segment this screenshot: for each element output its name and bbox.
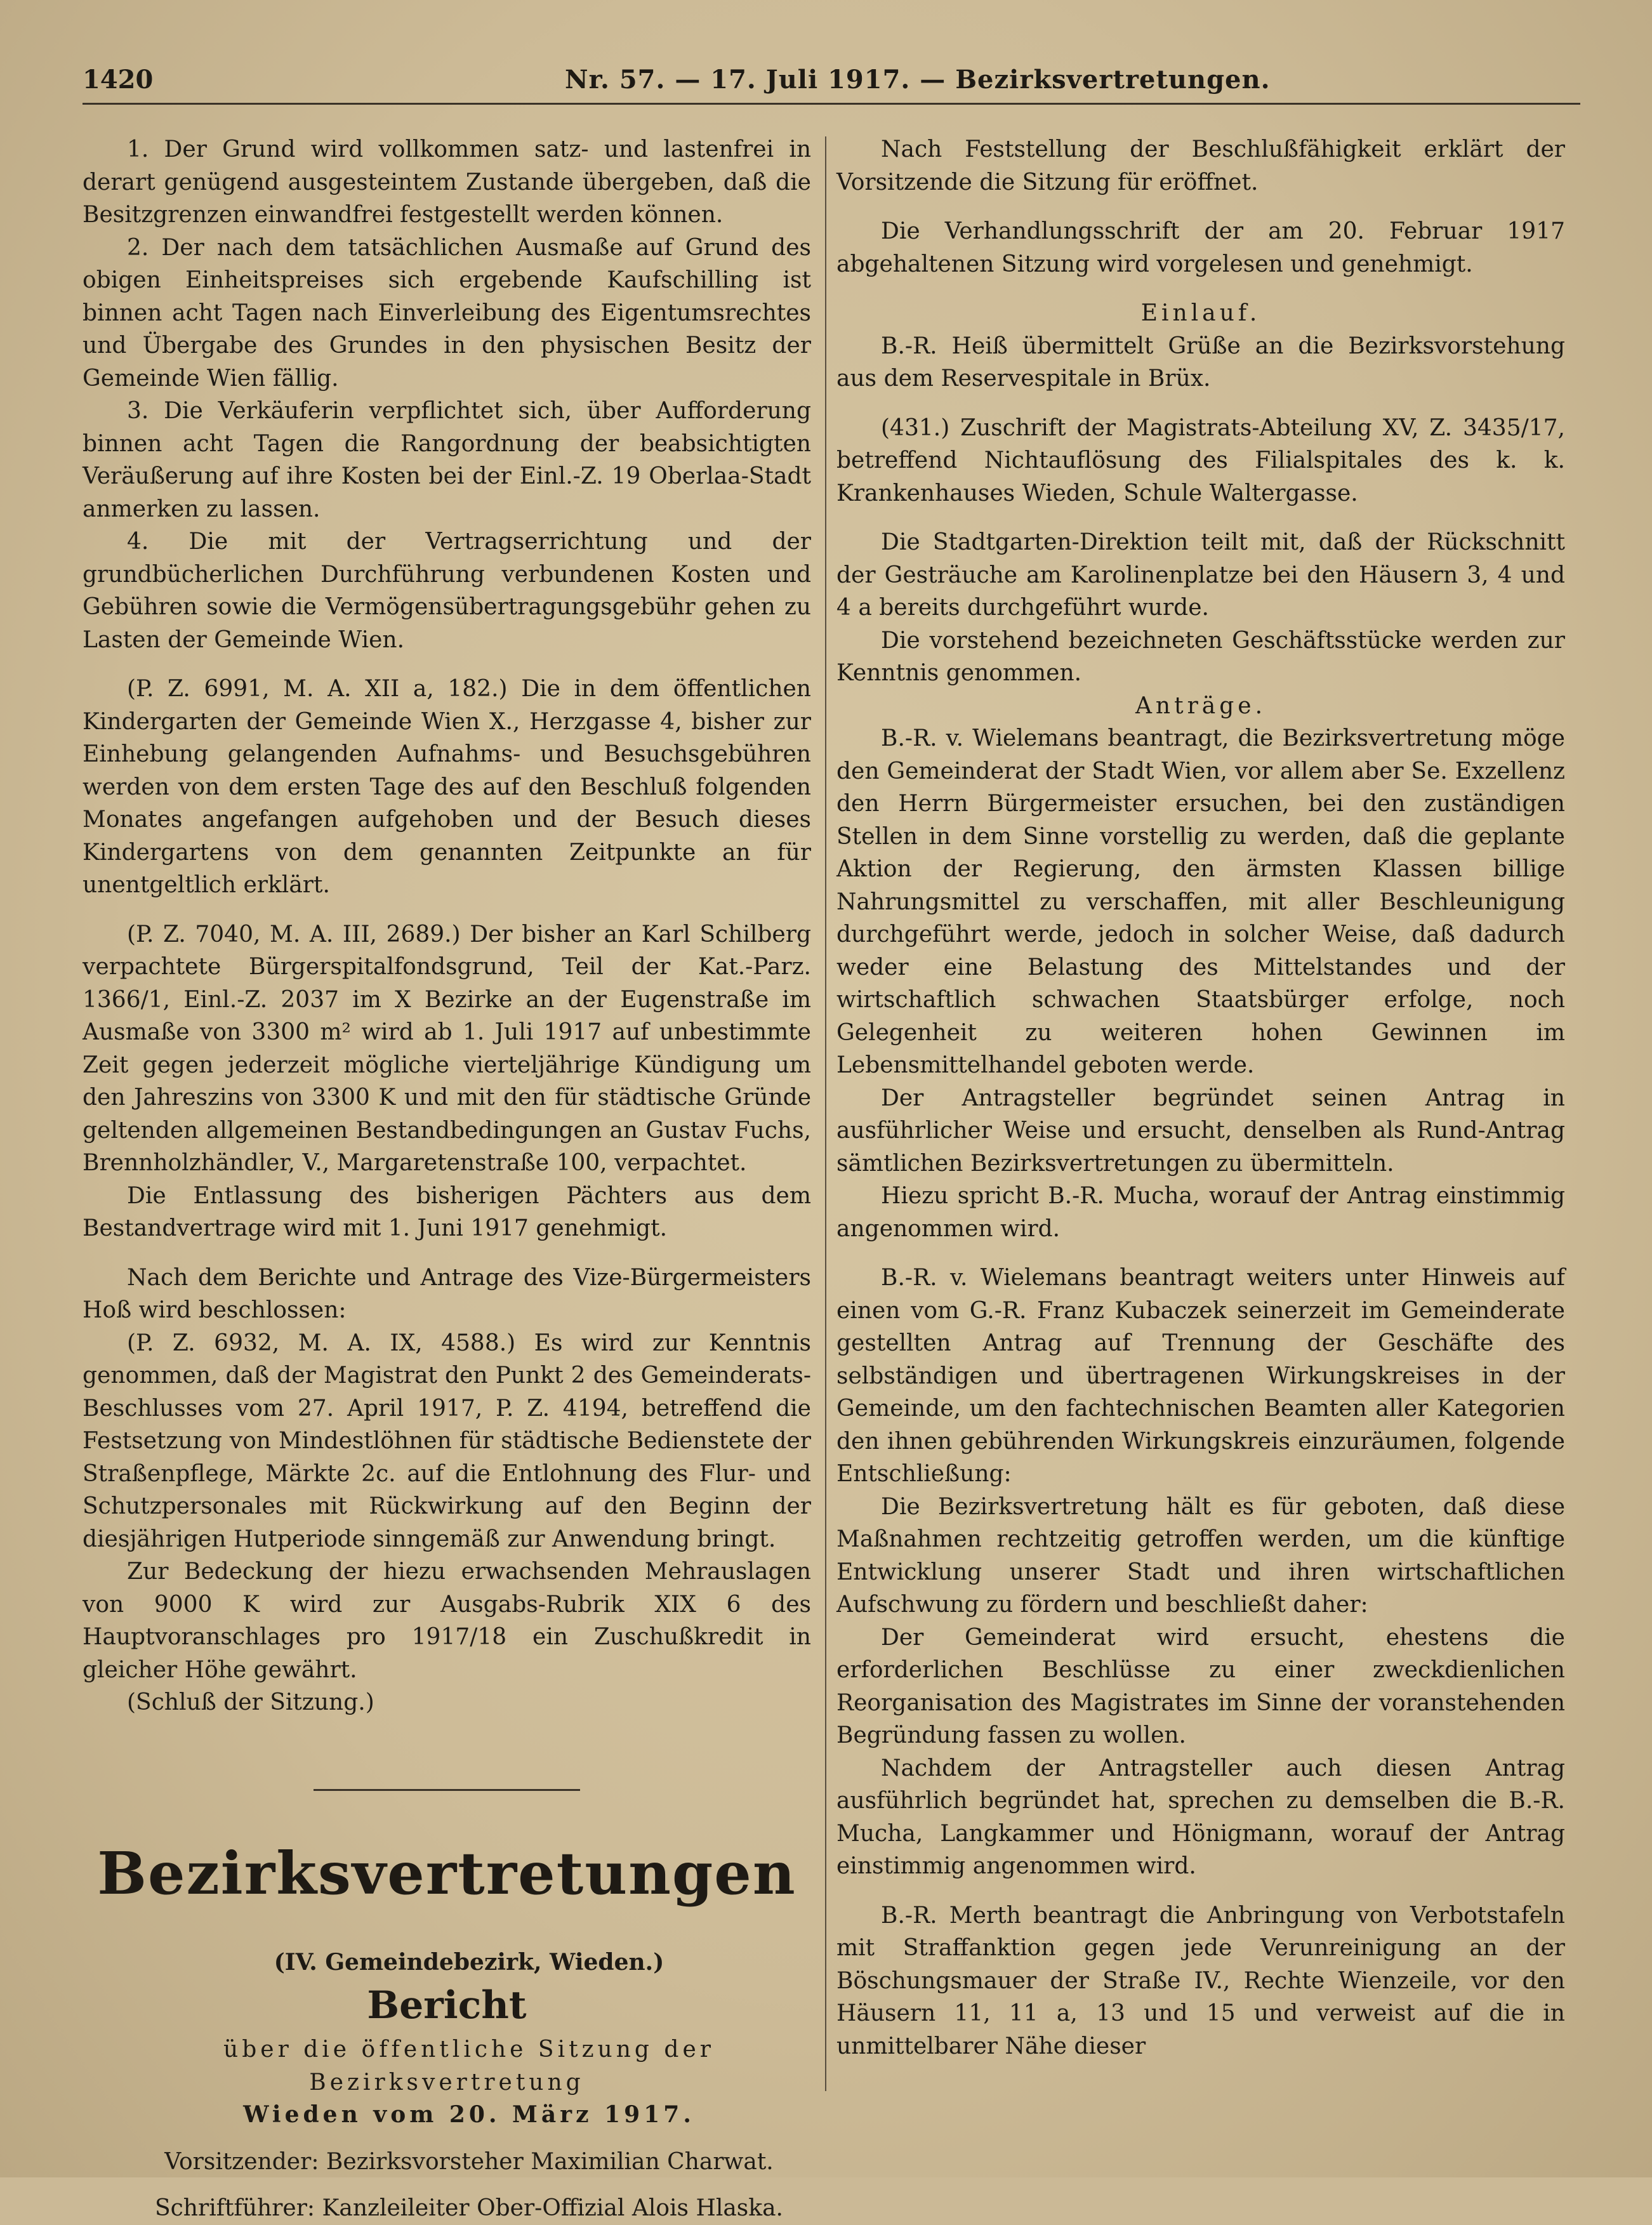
report-title: Bericht xyxy=(367,1983,527,2028)
page-number: 1420 xyxy=(83,65,154,95)
paragraph: Die Entlassung des bisherigen Pächters aus dem Bestandvertrage wird mit 1. Juni 1917 genehmigt. xyxy=(83,1182,811,1241)
report-date: Wieden vom 20. März 1917. xyxy=(243,2101,695,2128)
section-rule xyxy=(314,1789,580,1791)
paragraph: Nachdem der Antragsteller auch diesen Antrag ausführlich begründet hat, sprechen zu demselben die B.-R. Mucha, Langkammer und Hönigmann, worauf der Antrag einstimmig angenommen wird. xyxy=(836,1755,1565,1879)
antraege-heading: Anträge. xyxy=(1135,692,1267,719)
paragraph: (P. Z. 7040, M. A. III, 2689.) Der bisher an Karl Schilberg verpachtete Bürgerspitalfondsgrund, Teil der Kat.-Parz. 1366/1, Einl.-Z. 2037 im X Bezirke an der Eugenstraße im Ausmaße von 3300 m² wird ab 1. Juli 1917 auf unbestimmte Zeit gegen jederzeit mögliche vierteljährige Kündigung um den Jahreszins von 3300 K und mit den für städtische Gründe geltenden allgemeinen Bestandbedingungen an Gustav Fuchs, Brennholzhändler, V., Margaretenstraße 100, verpachtet. xyxy=(83,921,811,1176)
report-subtitle: über die öffentliche Sitzung der Bezirksvertretung xyxy=(223,2037,715,2096)
district-heading: (IV. Gemeindebezirk, Wieden.) xyxy=(274,1948,664,1976)
paragraph: 4. Die mit der Vertragserrichtung und der grundbücherlichen Durchführung verbundenen Kosten und Gebühren sowie die Vermögensübertragungsgebühr gehen zu Lasten der Gemeinde Wien. xyxy=(83,529,811,653)
column-divider xyxy=(825,136,826,2091)
paragraph: Nach Feststellung der Beschlußfähigkeit erklärt der Vorsitzende die Sitzung für eröffnet. xyxy=(836,136,1565,195)
paragraph: 3. Die Verkäuferin verpflichtet sich, über Aufforderung binnen acht Tagen die Rangordnung der beabsichtigten Veräußerung auf ihre Kosten bei der Einl.-Z. 19 Oberlaa-Stadt anmerken zu lassen. xyxy=(83,398,811,522)
left-column xyxy=(83,133,811,2225)
paragraph: (P. Z. 6991, M. A. XII a, 182.) Die in dem öffentlichen Kindergarten der Gemeinde Wien X., Herzgasse 4, bisher zur Einhebung gelangenden Aufnahms- und Besuchsgebühren werden von dem ersten Tage des auf den Beschluß folgenden Monates angefangen aufgehoben und der Besuch dieses Kindergartens von dem genannten Zeitpunkte an für unentgeltlich erklärt. xyxy=(83,676,811,898)
paragraph: B.-R. Merth beantragt die Anbringung von Verbotstafeln mit Straffanktion gegen jede Verunreinigung an der Böschungsmauer der Straße IV., Rechte Wienzeile, vor den Häusern 11, 11 a, 13 und 15 und verweist auf die in unmittelbarer Nähe dieser xyxy=(836,1902,1565,2059)
einlauf-heading: Einlauf. xyxy=(1140,300,1261,326)
paragraph: B.-R. Heiß übermittelt Grüße an die Bezirksvorstehung aus dem Reservespitale in Brüx. xyxy=(836,333,1565,392)
paragraph: Zur Bedeckung der hiezu erwachsenden Mehrauslagen von 9000 K wird zur Ausgabs-Rubrik XIX 6 des Hauptvoranschlages pro 1917/18 ein Zuschußkredit in gleicher Höhe gewährt. xyxy=(83,1559,811,1683)
right-column xyxy=(836,133,1565,2063)
paragraph: Nach dem Berichte und Antrage des Vize-Bürgermeisters Hoß wird beschlossen: xyxy=(83,1264,811,1323)
paragraph: B.-R. v. Wielemans beantragt weiters unter Hinweis auf einen vom G.-R. Franz Kubaczek seinerzeit im Gemeinderate gestellten Antrag auf Trennung der Geschäfte des selbständigen und übertragenen Wirkungskreises in der Gemeinde, um den fachtechnischen Beamten aller Kategorien den ihnen gebührenden Wirkungskreis einzuräumen, folgende Entschließung: xyxy=(836,1265,1565,1487)
paragraph: Die Stadtgarten-Direktion teilt mit, daß der Rückschnitt der Gesträuche am Karolinenplatze bei den Häusern 3, 4 und 4 a bereits durchgeführt wurde. xyxy=(836,529,1565,621)
session-end: (Schluß der Sitzung.) xyxy=(127,1689,374,1715)
paragraph: 2. Der nach dem tatsächlichen Ausmaße auf Grund des obigen Einheitspreises sich ergebende Kaufschilling ist binnen acht Tagen nach Einverleibung des Eigentumsrechtes und Übergabe des Grundes in den physischen Besitz der Gemeinde Wien fällig. xyxy=(83,234,811,392)
paragraph: Der Antragsteller begründet seinen Antrag in ausführlicher Weise und ersucht, denselben als Rund-Antrag sämtlichen Bezirksvertretungen zu übermitteln. xyxy=(836,1085,1565,1177)
section-title: Bezirksvertretungen xyxy=(97,1839,796,1908)
paragraph: Die vorstehend bezeichneten Geschäftsstücke werden zur Kenntnis genommen. xyxy=(836,627,1565,686)
running-title: Nr. 57. — 17. Juli 1917. — Bezirksvertretungen. xyxy=(565,65,1271,95)
paragraph: Der Gemeinderat wird ersucht, ehestens die erforderlichen Beschlüsse zu einer zweckdienlichen Reorganisation des Magistrates im Sinne der voranstehenden Begründung fassen zu wollen. xyxy=(836,1624,1565,1748)
paragraph: 1. Der Grund wird vollkommen satz- und lastenfrei in derart genügend ausgesteintem Zustande übergeben, daß die Besitzgrenzen einwandfrei festgestellt werden können. xyxy=(83,136,811,228)
chair-line: Vorsitzender: Bezirksvorsteher Maximilian Charwat. xyxy=(164,2148,774,2175)
page-header xyxy=(83,65,1580,105)
paragraph: (P. Z. 6932, M. A. IX, 4588.) Es wird zur Kenntnis genommen, daß der Magistrat den Punkt 2 des Gemeinderats-Beschlusses vom 27. April 1917, P. Z. 4194, betreffend die Festsetzung von Mindestlöhnen für städtische Bedienstete der Straßenpflege, Märkte 2c. auf die Entlohnung des Flur- und Schutzpersonales mit Rückwirkung auf den Beginn der diesjährigen Hutperiode sinngemäß zur Anwendung bringt. xyxy=(83,1330,811,1552)
paragraph: Hiezu spricht B.-R. Mucha, worauf der Antrag einstimmig angenommen wird. xyxy=(836,1183,1565,1242)
paragraph: (431.) Zuschrift der Magistrats-Abteilung XV, Z. 3435/17, betreffend Nichtauflösung des Filialspitales des k. k. Krankenhauses Wieden, Schule Waltergasse. xyxy=(836,414,1565,506)
secretary-line: Schriftführer: Kanzleileiter Ober-Offizial Alois Hlaska. xyxy=(154,2195,784,2221)
paragraph: Die Verhandlungsschrift der am 20. Februar 1917 abgehaltenen Sitzung wird vorgelesen und genehmigt. xyxy=(836,218,1565,277)
paragraph: B.-R. v. Wielemans beantragt, die Bezirksvertretung möge den Gemeinderat der Stadt Wien, vor allem aber Se. Exzellenz den Herrn Bürgermeister ersuchen, bei den zuständigen Stellen in dem Sinne vorstellig zu werden, daß die geplante Aktion der Regierung, den ärmsten Klassen billige Nahrungsmittel zu verschaffen, mit aller Beschleunigung durchgeführt werde, jedoch in solcher Weise, daß dadurch weder eine Belastung des Mittelstandes und der wirtschaftlich schwachen Staatsbürger erfolge, noch Gelegenheit zu weiteren hohen Gewinnen im Lebensmittelhandel geboten werde. xyxy=(836,725,1565,1078)
paragraph: Die Bezirksvertretung hält es für geboten, daß diese Maßnahmen rechtzeitig getroffen werden, um die künftige Entwicklung unserer Stadt und ihren wirtschaftlichen Aufschwung zu fördern und beschließt daher: xyxy=(836,1493,1565,1618)
